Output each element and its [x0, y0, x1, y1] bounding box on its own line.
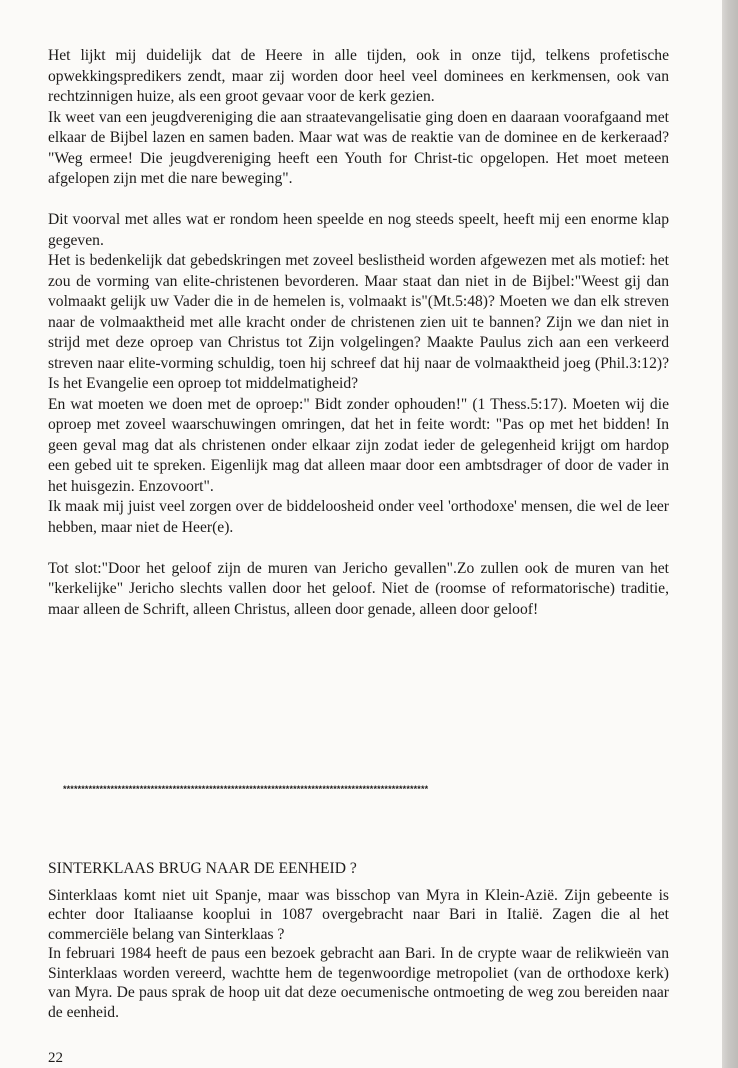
section-title: SINTERKLAAS BRUG NAAR DE EENHEID ? [48, 860, 357, 877]
main-text [48, 46, 669, 620]
paragraph: Het lijkt mij duidelijk dat de Heere in alle tijden, ook in onze tijd, telkens profetische opwekkingspredikers zendt, maar zij worden door heel veel dominees en kerkmensen, ook van rechtzinnigen huize, als een groot gevaar voor de kerk gezien. [48, 47, 669, 105]
paragraph: In februari 1984 heeft de paus een bezoek gebracht aan Bari. In de crypte waar de relikwieën van Sinterklaas worden vereerd, wachtte hem de tegenwoordige metropoliet (van de orthodoxe kerk) van Myra. De paus sprak de hoop uit dat deze oecumenische ontmoeting de weg zou bereiden naar de eenheid. [48, 945, 669, 1022]
asterisk-separator: **************************************************************************************************** [63, 784, 429, 794]
paragraph: Ik weet van een jeugdvereniging die aan straatevangelisatie ging doen en daaraan voorafgaand met elkaar de Bijbel lazen en samen baden. Maar wat was de reaktie van de dominee en de kerkeraad? "Weg ermee! Die jeugdvereniging heeft een Youth for Christ-tic opgelopen. Het moet meteen afgelopen zijn met die nare beweging". [48, 108, 669, 187]
page-number: 22 [48, 1050, 63, 1066]
page-edge [722, 0, 738, 1068]
paragraph: En wat moeten we doen met de oproep:" Bidt zonder ophouden!" (1 Thess.5:17). Moeten wij die oproep met zoveel waarschuwingen omringen, dat het in feite wordt: "Pas op met het bidden! In geen geval mag dat als christenen onder elkaar zijn zodat ieder de gelegenheid krijgt om hardop een gebed uit te spreken. Eigenlijk mag dat alleen maar door een ambtsdrager of door de vader in het huisgezin. Enzovoort". [48, 395, 669, 495]
paragraph: Ik maak mij juist veel zorgen over de biddeloosheid onder veel 'orthodoxe' mensen, die wel de leer hebben, maar niet de Heer(e). [48, 498, 669, 536]
paragraph: Sinterklaas komt niet uit Spanje, maar was bisschop van Myra in Klein-Azië. Zijn gebeente is echter door Italiaanse kooplui in 1087 overgebracht naar Bari in Italië. Zagen die al het commerciële belang van Sinterklaas ? [48, 886, 669, 943]
paragraph: Dit voorval met alles wat er rondom heen speelde en nog steeds speelt, heeft mij een enorme klap gegeven. [48, 211, 669, 249]
article-section [48, 859, 669, 1023]
paragraph: Tot slot:"Door het geloof zijn de muren van Jericho gevallen".Zo zullen ook de muren van het "kerkelijke" Jericho slechts vallen door het geloof. Niet de (roomse of reformatorische) traditie, maar alleen de Schrift, alleen Christus, alleen door genade, alleen door geloof! [48, 559, 669, 618]
paragraph-gap [48, 190, 669, 211]
paragraph-gap [48, 538, 669, 559]
paragraph: Het is bedenkelijk dat gebedskringen met zoveel beslistheid worden afgewezen met als motief: het zou de vorming van elite-christenen bevorderen. Maar staat dan niet in de Bijbel:"Weest gij dan volmaakt gelijk uw Vader die in de hemelen is, volmaakt is"(Mt.5:48)? Moeten we dan elk streven naar de volmaaktheid met alle kracht onder de christenen zien uit te bannen? Zijn we dan niet in strijd met deze oproep van Christus tot Zijn volgelingen? Maakte Paulus zich aan een verkeerd streven naar elite-vorming schuldig, toen hij schreef dat hij naar de volmaaktheid joeg (Phil.3:12)? Is het Evangelie een oproep tot middelmatigheid? [48, 252, 669, 392]
